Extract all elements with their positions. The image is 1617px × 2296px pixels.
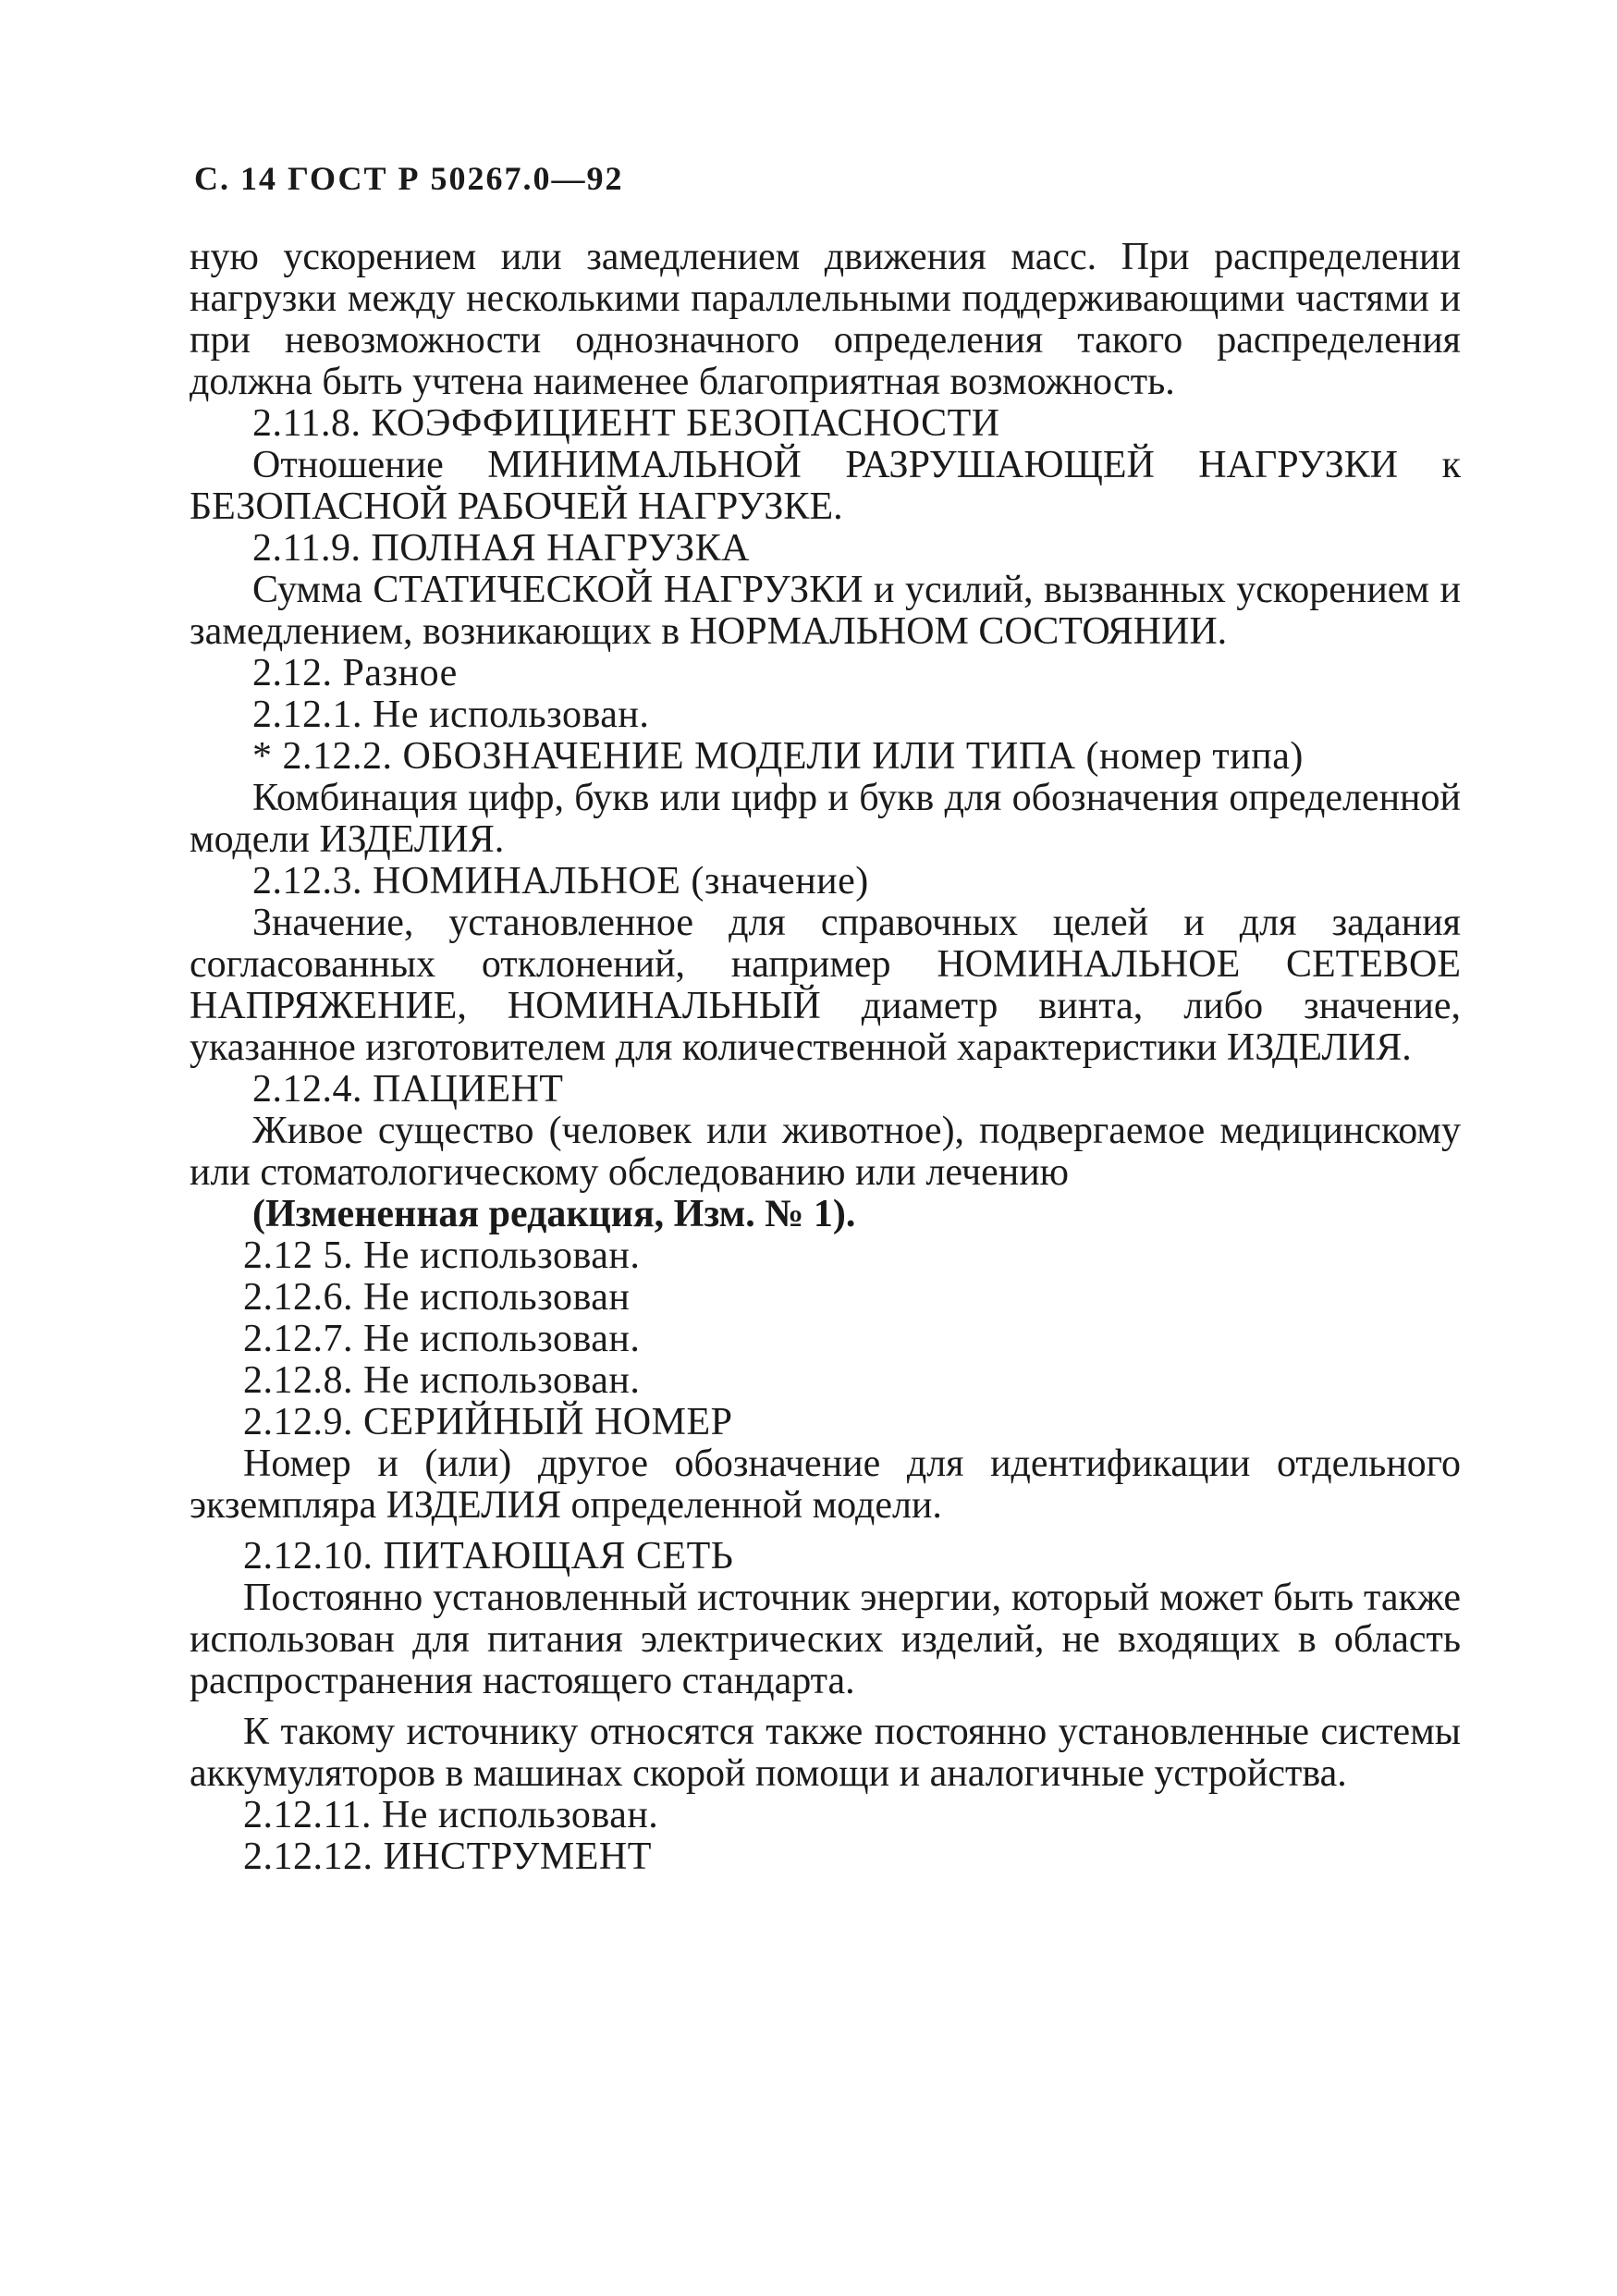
clause-2-11-8-heading: 2.11.8. КОЭФФИЦИЕНТ БЕЗОПАСНОСТИ <box>252 402 1000 445</box>
paragraph-continuation: ную ускорением или замедлением движения масс. При распределении нагрузки между несколькими параллельными поддерживающими частями и при невозможности однозначного определения такого распределения должна быть учтена наименее благоприятная возможность. <box>190 236 1461 403</box>
clause-2-12-3-heading: 2.12.3. НОМИНАЛЬНОЕ (значение) <box>252 860 869 902</box>
clause-2-11-9-definition: Сумма СТАТИЧЕСКОЙ НАГРУЗКИ и усилий, вызванных ускорением и замедлением, возникающих в НОРМАЛЬНОМ СОСТОЯНИИ. <box>190 569 1461 653</box>
clause-2-12-7-heading: 2.12.7. Не использован. <box>243 1318 641 1360</box>
clause-2-12-4-heading: 2.12.4. ПАЦИЕНТ <box>252 1068 564 1111</box>
document-body <box>190 237 1461 1878</box>
clause-2-12-2-definition: Комбинация цифр, букв или цифр и букв для обозначения определенной модели ИЗДЕЛИЯ. <box>190 777 1461 861</box>
clause-2-12-heading: 2.12. Разное <box>252 652 458 694</box>
clause-2-12-2-heading: * 2.12.2. ОБОЗНАЧЕНИЕ МОДЕЛИ ИЛИ ТИПА (номер типа) <box>252 735 1304 778</box>
clause-2-12-9-heading: 2.12.9. СЕРИЙНЫЙ НОМЕР <box>243 1401 733 1443</box>
clause-2-12-8-heading: 2.12.8. Не использован. <box>243 1359 641 1402</box>
clause-2-12-4-amendment: (Измененная редакция, Изм. № 1). <box>252 1193 856 1235</box>
clause-2-12-1-heading: 2.12.1. Не использован. <box>252 694 650 736</box>
clause-2-12-12-heading: 2.12.12. ИНСТРУМЕНТ <box>243 1836 652 1878</box>
clause-2-12-5-heading: 2.12 5. Не использован. <box>243 1234 641 1277</box>
clause-2-12-4-definition: Живое существо (человек или животное), подвергаемое медицинскому или стоматологическому обследованию или лечению <box>190 1110 1461 1194</box>
page-header: С. 14 ГОСТ Р 50267.0—92 <box>194 160 624 197</box>
clause-2-12-9-definition: Номер и (или) другое обозначение для идентификации отдельного экземпляра ИЗДЕЛИЯ определенной модели. <box>190 1443 1461 1527</box>
clause-2-12-11-heading: 2.12.11. Не использован. <box>243 1794 659 1836</box>
clause-2-12-10-heading: 2.12.10. ПИТАЮЩАЯ СЕТЬ <box>243 1535 734 1578</box>
clause-2-11-9-heading: 2.11.9. ПОЛНАЯ НАГРУЗКА <box>252 527 750 570</box>
clause-2-12-10-note: К такому источнику относятся также постоянно установленные системы аккумуляторов в машинах скорой помощи и аналогичные устройства. <box>190 1711 1461 1795</box>
clause-2-11-8-definition: Отношение МИНИМАЛЬНОЙ РАЗРУШАЮЩЕЙ НАГРУЗКИ к БЕЗОПАСНОЙ РАБОЧЕЙ НАГРУЗКЕ. <box>190 444 1461 528</box>
clause-2-12-6-heading: 2.12.6. Не использован <box>243 1276 631 1319</box>
clause-2-12-10-definition: Постоянно установленный источник энергии, который может быть также использован для питания электрических изделий, не входящих в область распространения настоящего стандарта. <box>190 1577 1461 1702</box>
clause-2-12-3-definition: Значение, установленное для справочных целей и для задания согласованных отклонений, например НОМИНАЛЬНОЕ СЕТЕВОЕ НАПРЯЖЕНИЕ, НОМИНАЛЬНЫЙ диаметр винта, либо значение, указанное изготовителем для количественной характеристики ИЗДЕЛИЯ. <box>190 902 1461 1069</box>
